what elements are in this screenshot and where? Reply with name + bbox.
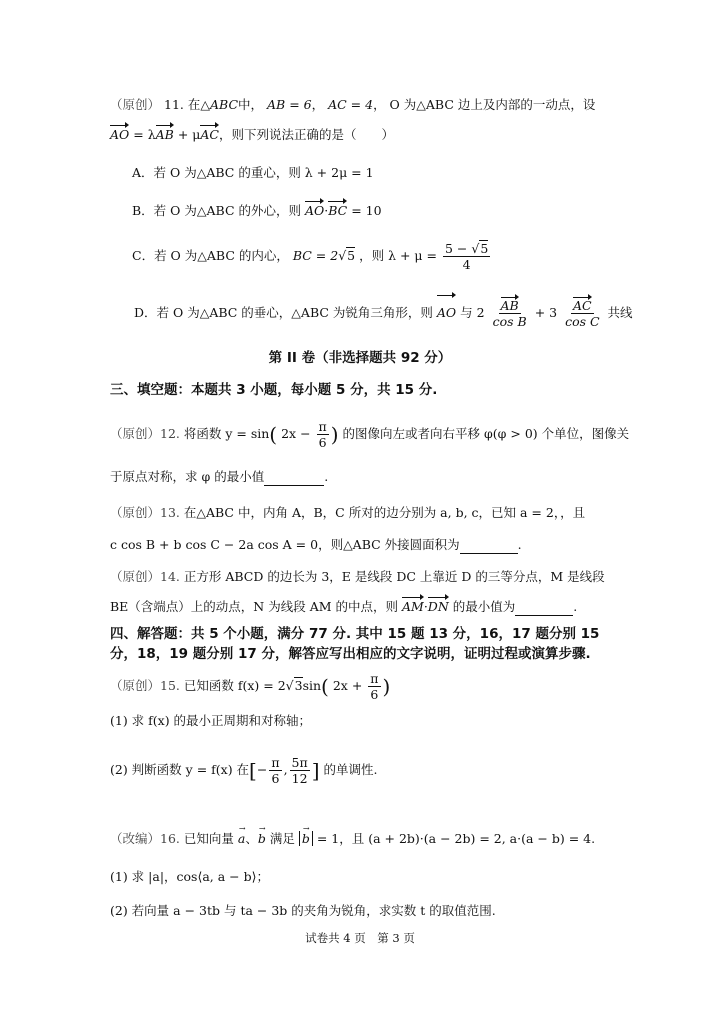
q15-part2-post: 的单调性.: [323, 762, 378, 777]
q11-option-c-fraction: $\frac{5 - √5}{4}$: [444, 241, 489, 272]
q14-line2-mid: 的最小值为: [452, 599, 516, 614]
q11-option-c-num-root: 5: [480, 241, 489, 256]
q15-interval-a-den: 6: [271, 771, 280, 786]
q13-answer-blank[interactable]: [460, 540, 518, 554]
q12-line1: （原创）12. 将函数 y = sin( 2x − $\frac{\pi}{6}$ ) 的图像向左或者向右平移 φ(φ > 0) 个单位，图像关: [110, 419, 630, 450]
q12-pi-fraction: [317, 419, 329, 450]
q11-option-d-plus: + 3: [534, 305, 558, 320]
q15-pi-fraction: [368, 671, 380, 702]
q12-answer-blank[interactable]: [264, 472, 324, 486]
q14-line2-text: BE（含端点）上的动点，N 为线段 AM 的中点，则: [110, 599, 398, 614]
q11-option-d-tail: 共线: [607, 305, 633, 320]
q15-interval-a: [269, 755, 281, 786]
q12-pre: 将函数 y = sin: [183, 426, 270, 441]
q12-six: 6: [318, 435, 327, 450]
q12-tag: （原创）12.: [110, 426, 180, 441]
q15-part2-pre: (2) 判断函数 y = f(x) 在: [110, 762, 250, 777]
q15-stem: 已知函数 f(x) = 2: [183, 678, 286, 693]
q11-stem-mid: 中，: [238, 97, 264, 112]
q15-tag: （原创）15.: [110, 678, 180, 693]
q16-vec-b: b →: [258, 830, 266, 848]
q11-option-d-frac2: $\frac{AC}{\text{cos C}}$: [565, 298, 600, 329]
q13-line2-text: c cos B + b cos C − 2a cos A = 0，则△ABC 外接圆面积为: [110, 537, 460, 552]
q13-line1: [110, 504, 585, 522]
section3-title: 三、填空题：本题共 3 小题，每小题 5 分，共 15 分.: [110, 382, 438, 398]
q14-line1-text: 正方形 ABCD 的边长为 3，E 是线段 DC 上靠近 D 的三等分点，M 是线段: [183, 569, 605, 584]
q11-option-d: D．若 O 为△ABC 的垂心，△ABC 为锐角三角形，则 AO 与 2 $\frac{AB}{\text{cos B}}$ + 3 $\frac{AC}{\text{cos C}}$ 共线: [134, 298, 633, 329]
q15-interval-b-den: 12: [291, 771, 308, 786]
q15-part2: (2) 判断函数 y = f(x) 在[− $\frac{\pi}{6}$ , $\frac{5\pi}{12}$ ] 的单调性.: [110, 755, 378, 786]
q11-stem-pre: 在△: [187, 97, 210, 112]
q15-part1: (1) 求 f(x) 的最小正周期和对称轴；: [110, 713, 312, 728]
q11-option-b-tail: = 10: [351, 203, 382, 218]
q11-option-d-text: D．若 O 为△ABC 的垂心，△ABC 为锐角三角形，则: [134, 305, 433, 320]
q16-stem-rest: = 1，且 (a + 2b)·(a − 2b) = 2, a·(a − b) = 4.: [316, 831, 596, 846]
q11-number: 11.: [164, 97, 184, 112]
q12-post: 的图像向左或者向右平移 φ(φ > 0) 个单位，图像关: [342, 426, 630, 441]
q11-tag: （原创）: [110, 97, 161, 112]
q16-part2: (2) 若向量 a − 3tb 与 ta − 3b 的夹角为锐角，求实数 t 的取值范围.: [110, 903, 496, 918]
q14-answer-blank[interactable]: [515, 602, 573, 616]
q16-vec-a: a →: [238, 830, 245, 848]
q14-line1: [110, 568, 605, 586]
q15-six: 6: [370, 687, 379, 702]
q14-line2: BE（含端点）上的动点，N 为线段 AM 的中点，则 AM·DN 的最小值为 .: [110, 599, 578, 614]
q11-option-c-den: 4: [462, 257, 471, 272]
q14-tag: （原创）14.: [110, 569, 180, 584]
q15-root: 3: [294, 678, 303, 693]
q13-line1-text: 在△ABC 中，内角 A，B，C 所对的边分别为 a, b, c，已知 a = 2，，且: [183, 505, 586, 520]
q15-pi: π: [370, 671, 379, 686]
q11-option-d-den1: cos B: [492, 314, 527, 329]
q16-line1: （改编）16. 已知向量 a →、b → 满足 b → = 1，且 (a + 2b)·(a − 2b) = 2, a·(a − b) = 4.: [110, 830, 595, 848]
section4-title-line1: 四、解答题：共 5 个小题，满分 77 分. 其中 15 题 13 分，16，17 题分别 15: [110, 626, 600, 642]
q15-sin: sin: [302, 678, 322, 693]
q11-option-c-bc-root: 5: [347, 248, 356, 263]
q11-ab-eq: AB = 6: [267, 97, 312, 112]
q11-option-c: C．若 O 为△ABC 的内心， BC = 2√5 ，则 λ + μ = $\frac{5 - √5}{4}$: [132, 241, 489, 272]
part2-title: 第 II 卷（非选择题共 92 分）: [268, 350, 452, 366]
q11-option-c-bc: BC = 2: [292, 248, 339, 263]
q12-arg: 2x −: [281, 426, 311, 441]
q11-line2: AO = λAB + μAC，则下列说法正确的是（ ）: [110, 127, 394, 142]
q15-line1: （原创）15. 已知函数 f(x) = 2√3sin( 2x + $\frac{\pi}{6}$ ): [110, 671, 391, 702]
q16-stem-cond: 满足: [269, 831, 295, 846]
q12-line2-text: 于原点对称，求 φ 的最小值: [110, 469, 265, 484]
q11-abc: ABC: [210, 97, 239, 112]
page-footer: 试卷共 4 页 第 3 页: [305, 931, 415, 945]
q13-line2: [110, 536, 522, 554]
q15-interval-b-num: 5π: [291, 755, 308, 770]
q12-pi: π: [318, 419, 327, 434]
q16-stem-pre: 已知向量: [183, 831, 234, 846]
q11-option-c-text: C．若 O 为△ABC 的内心，: [132, 248, 289, 263]
q11-option-d-den2: cos C: [565, 314, 600, 329]
q11-option-a: A．若 O 为△ABC 的重心，则 λ + 2μ = 1: [132, 165, 374, 180]
q16-part1: (1) 求 |a|，cos⟨a, a − b⟩；: [110, 869, 269, 884]
q11-o-text: O 为△ABC 边上及内部的一动点，设: [389, 97, 596, 112]
q11-option-c-mid: ，则 λ + μ =: [359, 248, 437, 263]
q15-interval-a-num: π: [271, 755, 280, 770]
q14-line2-end: .: [573, 599, 578, 614]
q16-tag: （改编）16.: [110, 831, 180, 846]
q13-line2-end: .: [517, 537, 522, 552]
q12-line2-end: .: [324, 469, 329, 484]
q11-option-c-num: 5 −: [444, 241, 472, 256]
q11-option-b-text: B．若 O 为△ABC 的外心，则: [132, 203, 301, 218]
section4-title-line2: 分，18，19 题分别 17 分，解答应写出相应的文字说明，证明过程或演算步骤.: [110, 646, 591, 662]
q11-option-b: B．若 O 为△ABC 的外心，则 AO·BC = 10: [132, 203, 382, 218]
q15-interval-b: [290, 755, 310, 786]
q13-tag: （原创）13.: [110, 505, 180, 520]
q11-line1: （原创） 11. 在△ABC中， AB = 6， AC = 4， O 为△ABC 边上及内部的一动点，设: [110, 97, 596, 112]
q12-line2: [110, 468, 328, 486]
q11-stem-tail: ，则下列说法正确的是（ ）: [218, 127, 394, 142]
q11-ac-eq: AC = 4: [328, 97, 374, 112]
q11-option-d-frac1: $\frac{AB}{\text{cos B}}$: [492, 298, 527, 329]
q11-option-d-with: 与 2: [460, 305, 485, 320]
q15-arg: 2x +: [332, 678, 363, 693]
